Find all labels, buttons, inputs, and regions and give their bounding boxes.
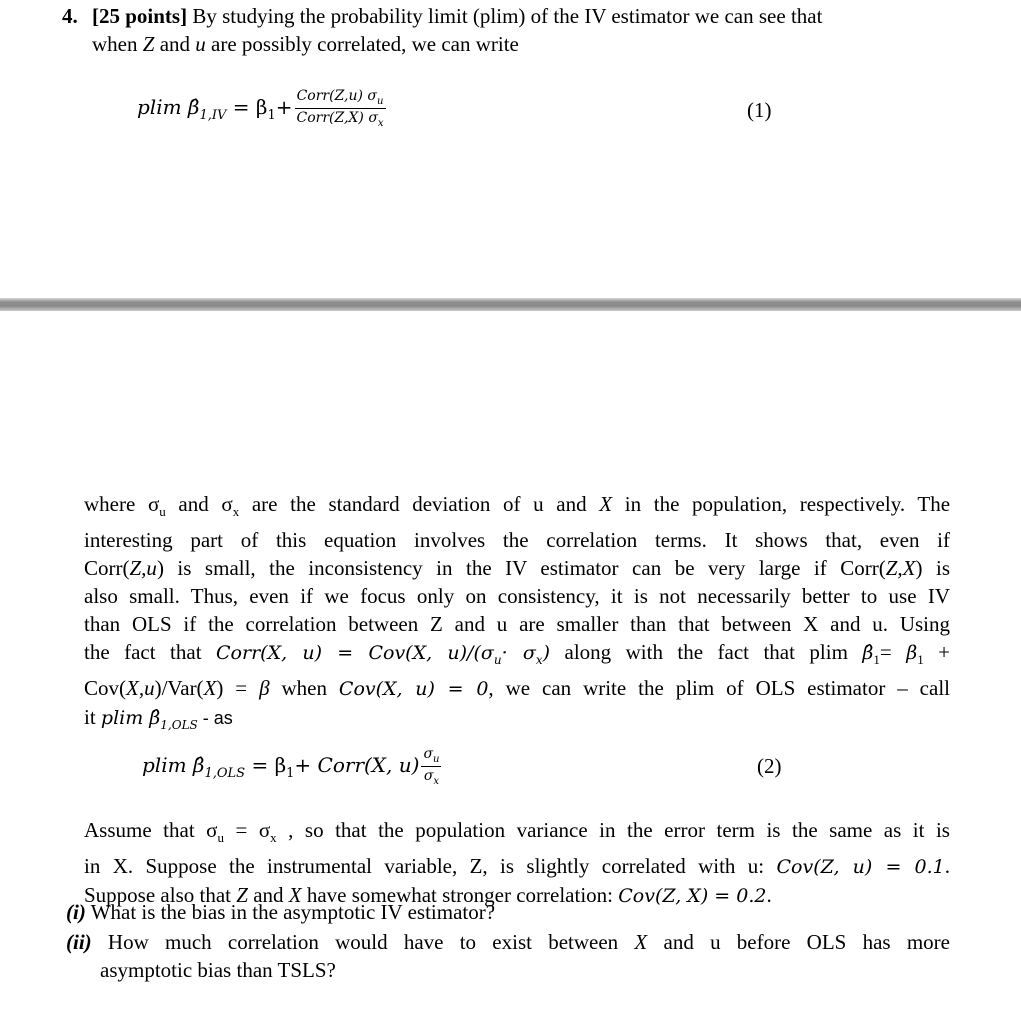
question-ii-label: (ii) — [66, 930, 92, 954]
question-intro-line2: when Z and u are possibly correlated, we can write — [92, 32, 519, 56]
equation-2: plim $\betâ_{1,OLS} = \beta_1+$ Corr(X, u) $\frac{\sigma_u}{\sigma_x}$ — [142, 746, 440, 787]
equation-1: plim $\betâ_{1,IV} = \beta_1+$ $\frac{Corr(Z,u) \sigma_u}{Corr(Z,X) \sigma_x}$ — [137, 88, 384, 129]
para-line-1: where $\sigma_u$ and $\sigma_x$ are the standard deviation of u and X in the population, respectively. The — [84, 492, 951, 520]
para-line-5: than OLS if the correlation between Z and u are smaller than that between X and u. Using — [84, 612, 950, 637]
para-line-4: also small. Thus, even if we focus only on consistency, it is not necessarily better to use IV — [84, 584, 950, 609]
explanation-paragraph — [84, 490, 950, 740]
equation-1-number: (1) — [747, 98, 772, 122]
equation-2-fraction: $\frac{\sigma_u}{\sigma_x}$ — [423, 746, 440, 787]
assume-line-3: Suppose also that Z and X have somewhat stronger correlation: Cov(Z, X) = 0.2. — [84, 883, 772, 908]
para-line-7: Cov(X,u)/Var(X) = β when Cov(X, u) = 0, we can write the plim of OLS estimator – call — [84, 676, 950, 701]
assumption-paragraph — [84, 816, 950, 910]
assume-line-1: Assume that $\sigma_u = \sigma_x$ , so that the population variance in the error term is the same as it is — [84, 818, 950, 846]
para-line-2: interesting part of this equation involves the correlation terms. It shows that, even if — [84, 528, 950, 553]
question-i-label: (i) — [66, 900, 86, 924]
question-number: 4. — [62, 4, 78, 28]
para-line-3: Corr(Z,u) is small, the inconsistency in the IV estimator can be very large if Corr(Z,X) is — [84, 556, 950, 581]
question-points: [25 points] — [92, 4, 188, 28]
equation-2-number: (2) — [757, 754, 782, 778]
para-line-6: the fact that Corr(X, u) = Cov(X, $u)/(\sigma_u\cdot \sigma_x)$ along with the fact that plim $\betâ_1= \beta_1$ + — [84, 640, 950, 668]
question-intro-line1: [25 points] By studying the probability limit (plim) of the IV estimator we can see that — [92, 4, 823, 28]
question-i: (i) What is the bias in the asymptotic IV estimator? — [66, 900, 496, 924]
assume-line-2: in X. Suppose the instrumental variable, Z, is slightly correlated with u: Cov(Z, u) = 0.1. — [84, 854, 951, 879]
question-ii: (ii) How much correlation would have to exist between X and u before OLS has more asymptotic bias than TSLS? — [66, 930, 950, 982]
para-line-8: it plim $\betâ_{1,OLS}$ - as — [84, 705, 233, 733]
equation-1-fraction: $\frac{Corr(Z,u) \sigma_u}{Corr(Z,X) \sigma_x}$ — [296, 88, 384, 129]
page-divider — [0, 298, 1021, 311]
